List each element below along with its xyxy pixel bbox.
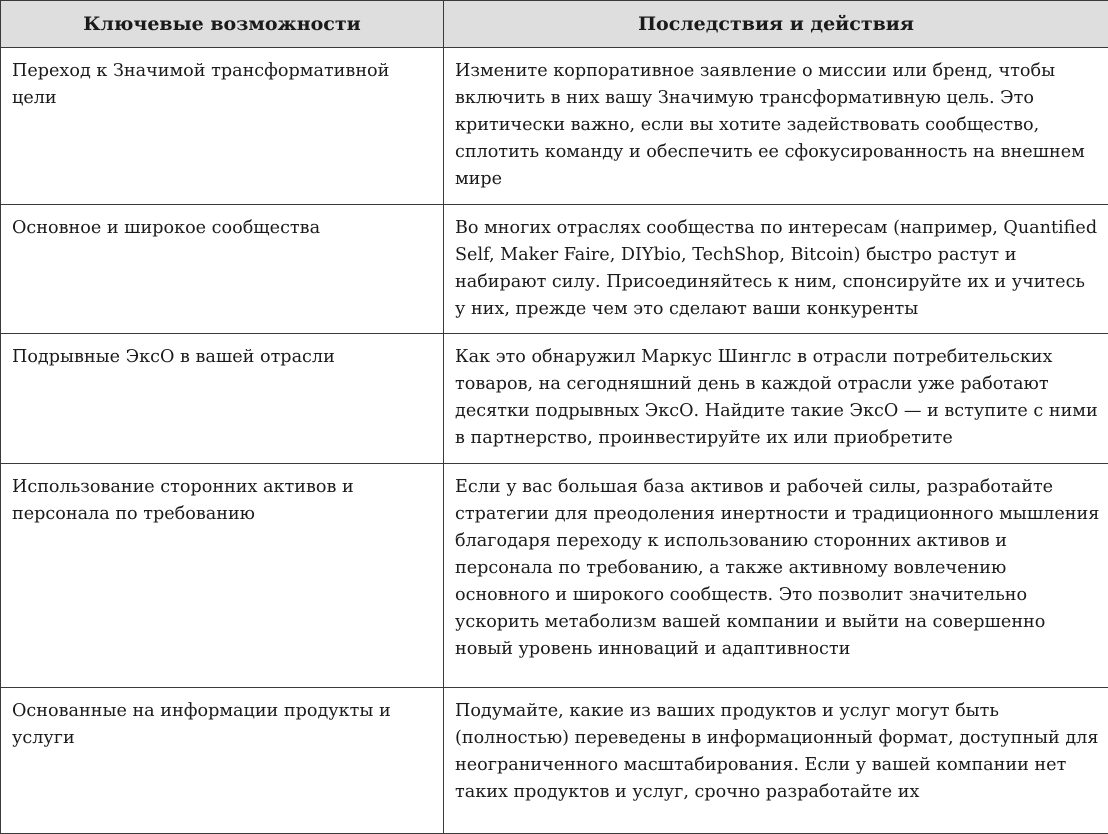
capability-cell: Основанные на информации продукты и услуги xyxy=(1,688,444,834)
table-row xyxy=(1,464,1108,688)
capability-cell: Основное и широкое сообщества xyxy=(1,205,444,334)
header-key-capabilities: Ключевые возможности xyxy=(1,1,444,48)
action-cell: Если у вас большая база активов и рабочей силы, разработайте стратегии для преодоления инертности и традиционного мышления благодаря переходу к использованию сторонних активов и персонала по требованию, а также активному вовлечению основного и широкого сообществ. Это позволит значительно ускорить метаболизм вашей компании и выйти на совершенно новый уровень инноваций и адаптивности xyxy=(444,464,1108,688)
table-row xyxy=(1,688,1108,834)
action-cell: Подумайте, какие из ваших продуктов и услуг могут быть (полностью) переведены в информационный формат, доступный для неограниченного масштабирования. Если у вашей компании нет таких продуктов и услуг, срочно разработайте их xyxy=(444,688,1108,834)
action-cell: Измените корпоративное заявление о миссии или бренд, чтобы включить в них вашу Значимую трансформативную цель. Это критически важно, если вы хотите задействовать сообщество, сплотить команду и обеспечить ее сфокусированность на внешнем мире xyxy=(444,48,1108,205)
capability-cell: Использование сторонних активов и персонала по требованию xyxy=(1,464,444,688)
table-header-row xyxy=(1,1,1108,48)
capability-cell: Переход к Значимой трансформативной цели xyxy=(1,48,444,205)
action-cell: Как это обнаружил Маркус Шинглс в отрасли потребительских товаров, на сегодняшний день в каждой отрасли уже работают десятки подрывных ЭксО. Найдите такие ЭксО — и вступите с ними в партнерство, проинвестируйте их или приобретите xyxy=(444,334,1108,464)
header-consequences-actions: Последствия и действия xyxy=(444,1,1108,48)
table-row xyxy=(1,48,1108,205)
table-row xyxy=(1,334,1108,464)
capability-cell: Подрывные ЭксО в вашей отрасли xyxy=(1,334,444,464)
action-cell: Во многих отраслях сообщества по интересам (например, Quantified Self, Maker Faire, DIYbio, TechShop, Bitcoin) быстро растут и набирают силу. Присоединяйтесь к ним, спонсируйте их и учитесь у них, прежде чем это сделают ваши конкуренты xyxy=(444,205,1108,334)
table-row xyxy=(1,205,1108,334)
